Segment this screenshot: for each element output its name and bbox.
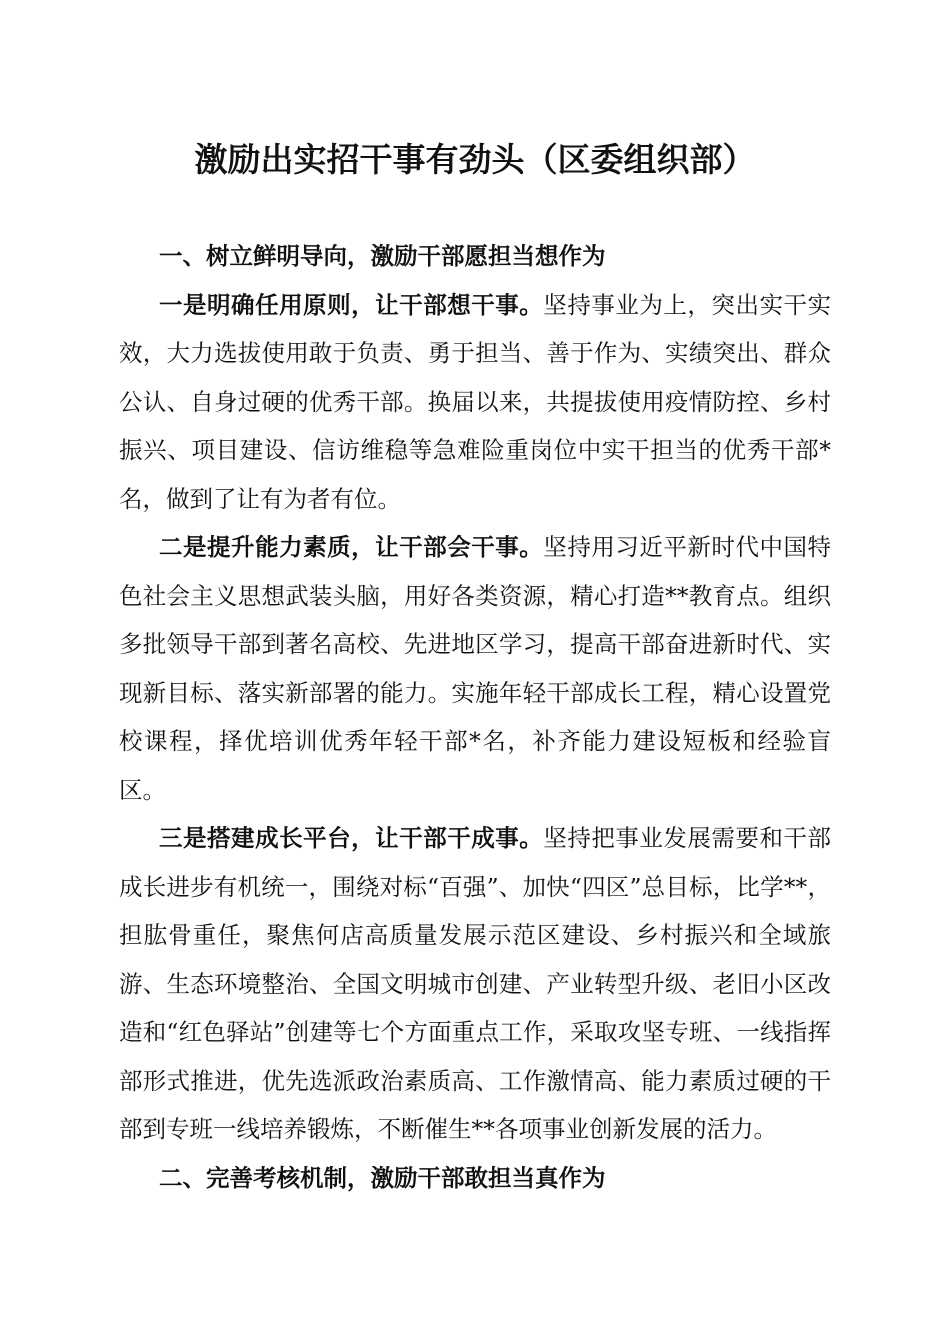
document-title: 激励出实招干事有劲头（区委组织部） [194,140,756,179]
paragraph-lead: 二是提升能力素质，让干部会干事。 [159,533,544,561]
section-heading-2: 二、完善考核机制，激励干部敢担当真作为 [159,1163,606,1192]
paragraph-2 [119,523,831,814]
paragraph-lead: 一是明确任用原则，让干部想干事。 [159,290,544,319]
section-heading-1: 一、树立鲜明导向，激励干部愿担当想作为 [159,242,606,270]
document-body [119,232,831,1202]
paragraph-1 [119,281,831,524]
paragraph-text: 坚持用习近平新时代中国特色社会主义思想武装头脑，用好各类资源，精心打造**教育点。组织多批领导干部到著名高校、先进地区学习，提高干部奋进新时代、实现新目标、落实新部署的能力。实施年轻干部成长工程，精心设置党校课程，择优培训优秀年轻干部*名，补齐能力建设短板和经验盲区。 [119,533,832,804]
paragraph-lead: 三是搭建成长平台，让干部干成事。 [159,824,544,852]
paragraph-3 [119,814,831,1154]
paragraph-text: 坚持把事业发展需要和干部成长进步有机统一，围绕对标“百强”、加快“四区”总目标，比学**，担肱骨重任，聚焦何店高质量发展示范区建设、乡村振兴和全域旅游、生态环境整治、全国文明城市创建、产业转型升级、老旧小区改造和“红色驿站”创建等七个方面重点工作，采取攻坚专班、一线指挥部形式推进，优先选派政治素质高、工作激情高、能力素质过硬的干部到专班一线培养锻炼，不断催生**各项事业创新发展的活力。 [119,824,832,1143]
paragraph-text: 坚持事业为上，突出实干实效，大力选拔使用敢于负责、勇于担当、善于作为、实绩突出、群众公认、自身过硬的优秀干部。换届以来，共提拔使用疫情防控、乡村振兴、项目建设、信访维稳等急难险重岗位中实干担当的优秀干部*名，做到了让有为者有位。 [119,290,832,513]
